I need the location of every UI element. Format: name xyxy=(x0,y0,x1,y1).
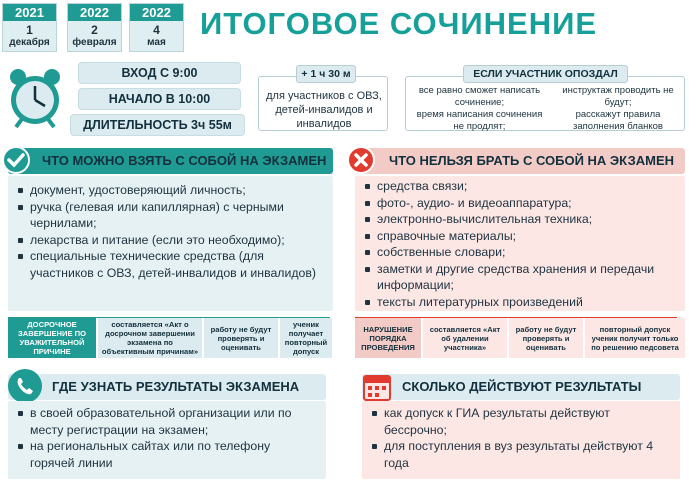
list-item: для поступления в вуз результаты действуют 4 года xyxy=(370,438,672,471)
phone-icon xyxy=(8,369,42,403)
checkmark-icon xyxy=(2,146,30,174)
forbidden-panel xyxy=(355,176,685,311)
list-item: тексты литературных произведений xyxy=(363,294,677,311)
late-item: инструктаж проводить не будут; xyxy=(562,85,674,108)
late-box xyxy=(405,76,685,131)
list-item: ручка (гелевая или капиллярная) с черными чернилами; xyxy=(16,199,325,232)
strip-right-main: НАРУШЕНИЕ ПОРЯДКА ПРОВЕДЕНИЯ xyxy=(355,318,421,358)
results-valid-list xyxy=(370,405,672,471)
late-right-list xyxy=(554,85,682,133)
date-card-1 xyxy=(2,3,57,52)
late-label: ЕСЛИ УЧАСТНИК ОПОЗДАЛ xyxy=(463,65,628,83)
date-year: 2022 xyxy=(68,4,121,21)
cross-icon xyxy=(347,146,375,174)
extra-time-label: + 1 ч 30 м xyxy=(296,65,356,83)
list-item: электронно-вычислительная техника; xyxy=(363,211,677,228)
calendar-icon xyxy=(362,372,392,402)
page-title: ИТОГОВОЕ СОЧИНЕНИЕ xyxy=(200,6,598,41)
list-item: как допуск к ГИА результаты действуют бессрочно; xyxy=(370,405,672,438)
date-month: февраля xyxy=(72,37,117,48)
allowed-panel xyxy=(8,176,333,311)
late-item: расскажут правила заполнения бланков xyxy=(573,109,663,132)
strip-left-main: ДОСРОЧНОЕ ЗАВЕРШЕНИЕ ПО УВАЖИТЕЛЬНОЙ ПРИЧИНЕ xyxy=(8,318,96,358)
list-item: в своей образовательной организации или по месту регистрации на экзамен; xyxy=(16,405,318,438)
list-item: средства связи; xyxy=(363,178,677,195)
list-item: на региональных сайтах или по телефону горячей линии xyxy=(16,438,318,471)
late-item: время написания сочинения не продлят; xyxy=(416,109,543,132)
list-item: фото-, аудио- и видеоаппаратура; xyxy=(363,195,677,212)
entry-time: ВХОД С 9:00 xyxy=(78,62,241,84)
results-where-list xyxy=(16,405,318,471)
date-card-3 xyxy=(129,3,184,52)
forbidden-list xyxy=(363,178,677,310)
allowed-list xyxy=(16,182,325,281)
strip-left-cell: составляется «Акт о досрочном завершении экзамена по объективным причинам» xyxy=(98,318,202,358)
date-month: декабря xyxy=(9,37,50,48)
results-where-panel xyxy=(8,401,326,479)
late-left-list xyxy=(412,85,547,133)
date-day: 1 xyxy=(26,23,33,37)
list-item: заметки и другие средства хранения и передачи информации; xyxy=(363,261,677,294)
results-where-header xyxy=(8,374,326,400)
allowed-header xyxy=(8,148,333,174)
alarm-clock-icon xyxy=(6,67,64,129)
date-day: 2 xyxy=(91,23,98,37)
date-year: 2021 xyxy=(3,4,56,21)
strip-right-cell: повторный допуск ученик получит только по решению педсовета xyxy=(585,318,685,358)
date-card-2 xyxy=(67,3,122,52)
forbidden-header xyxy=(355,148,685,174)
late-item: все равно сможет написать сочинение; xyxy=(418,85,541,108)
list-item: документ, удостоверяющий личность; xyxy=(16,182,325,199)
extra-time-text: для участников с ОВЗ, детей-инвалидов и инвалидов xyxy=(266,90,382,130)
date-year: 2022 xyxy=(130,4,183,21)
forbidden-title: ЧТО НЕЛЬЗЯ БРАТЬ С СОБОЙ НА ЭКЗАМЕН xyxy=(389,153,675,168)
allowed-title: ЧТО МОЖНО ВЗЯТЬ С СОБОЙ НА ЭКЗАМЕН xyxy=(42,153,327,168)
date-day: 4 xyxy=(153,23,160,37)
list-item: справочные материалы; xyxy=(363,228,677,245)
duration: ДЛИТЕЛЬНОСТЬ 3ч 55м xyxy=(70,114,245,136)
list-item: лекарства и питание (если это необходимо); xyxy=(16,232,325,249)
start-time: НАЧАЛО В 10:00 xyxy=(78,88,241,110)
results-valid-header xyxy=(362,374,680,400)
strip-right-cell: работу не будут проверять и оценивать xyxy=(509,318,583,358)
date-month: мая xyxy=(147,37,166,48)
strip-left-cell: ученик получает повторный допуск xyxy=(280,318,332,358)
results-valid-title: СКОЛЬКО ДЕЙСТВУЮТ РЕЗУЛЬТАТЫ xyxy=(402,379,642,394)
strip-right-cell: составляется «Акт об удалении участника» xyxy=(423,318,507,358)
results-valid-panel xyxy=(362,401,680,479)
list-item: собственные словари; xyxy=(363,244,677,261)
extra-time-box xyxy=(258,76,388,131)
results-where-title: ГДЕ УЗНАТЬ РЕЗУЛЬТАТЫ ЭКЗАМЕНА xyxy=(52,379,300,394)
strip-left-cell: работу не будут проверять и оценивать xyxy=(204,318,278,358)
list-item: специальные технические средства (для участников с ОВЗ, детей-инвалидов и инвалидов) xyxy=(16,248,325,281)
